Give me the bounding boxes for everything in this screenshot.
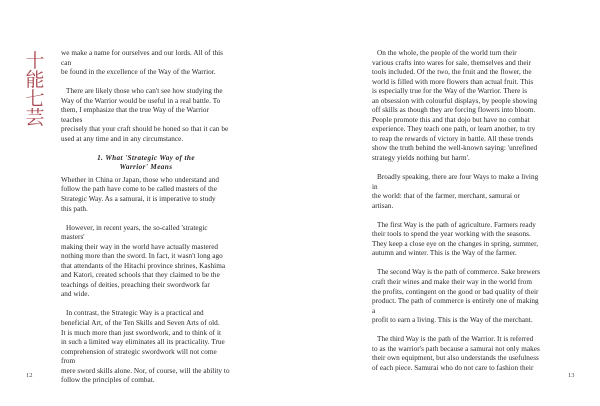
section-heading: 1. What 'Strategic Way of the Warrior' Means	[97, 153, 195, 172]
paragraph: However, in recent years, the so-called 'strategic masters' making their way in the world have actually mastered nothing more than the sword. In fact, it wasn't long ago that attendants of the Hitachi province shrines, Kashima and Katori, created schools that they claimed to be the teachings of deities, preaching their swordwork far and wide.	[61, 223, 226, 299]
paragraph: The second Way is the path of commerce. Sake brewers craft their wines and make their way in the world from the profits, contingent on the good or bad quality of their product. The path of commerce is entirely one of making a profit to earn a living. This is the Way of the merchant.	[372, 268, 541, 325]
paragraph: The third Way is the path of the Warrior. It is referred to as the warrior's path because a samurai not only makes their own equipment, but also understands the usefulness of each piece. Samurai who do not care to fashion their	[372, 335, 540, 372]
paragraph: we make a name for ourselves and our lords. All of this can be found in the excellence of the Way of the Warrior.	[61, 49, 224, 77]
page-number: 12	[26, 372, 33, 379]
chapter-side-title: 十能七芸	[25, 50, 45, 129]
right-text-column	[372, 49, 542, 383]
paragraph: There are likely those who can't see how studying the Way of the Warrior would be useful in a real battle. To them, I emphasize that the true Way of the Warrior teaches precisely that your craft should be honed so that it can be used at any time and in any circumstance.	[61, 87, 229, 143]
paragraph: On the whole, the people of the world turn their various crafts into wares for sale, themselves and their tools included. Of the two, the fruit and the flower, the world is filled with more flowers than actual fruit. This is especially true for the Way of the Warrior. There is an obsession with colourful displays, by people showing off skills as though they are forcing flowers into bloom. People promote this and that dojo but have no combat experience. They teach one path, or learn another, to try to reap the rewards of victory in battle. All these trends show the truth behind the well-known saying: 'unrefined strategy yields nothing but harm'.	[372, 49, 538, 163]
right-page	[300, 0, 600, 406]
paragraph: Whether in China or Japan, those who understand and follow the path have come to be called masters of the Strategic Way. As a samurai, it is imperative to study this path.	[61, 175, 220, 213]
paragraph: In contrast, the Strategic Way is a practical and beneficial Art, of the Ten Skills and Seven Arts of old. It is much more than just swordwork, and to think of it in such a limited way eliminates all its practicality. True comprehension of strategic swordwork will not come from mere sword skills alone. Nor, of course, will the ability to follow the principles of combat.	[61, 309, 230, 385]
left-text-column	[61, 49, 231, 395]
page-number: 13	[568, 372, 575, 379]
paragraph: Broadly speaking, there are four Ways to make a living in the world: that of the farmer, merchant, samurai or artisan.	[372, 173, 539, 210]
paragraph: The first Way is the path of agriculture. Farmers ready their tools to spend the year working with the seasons. They keep a close eye on the changes in spring, summer, autumn and winter. This is the Way of the farmer.	[372, 220, 539, 258]
